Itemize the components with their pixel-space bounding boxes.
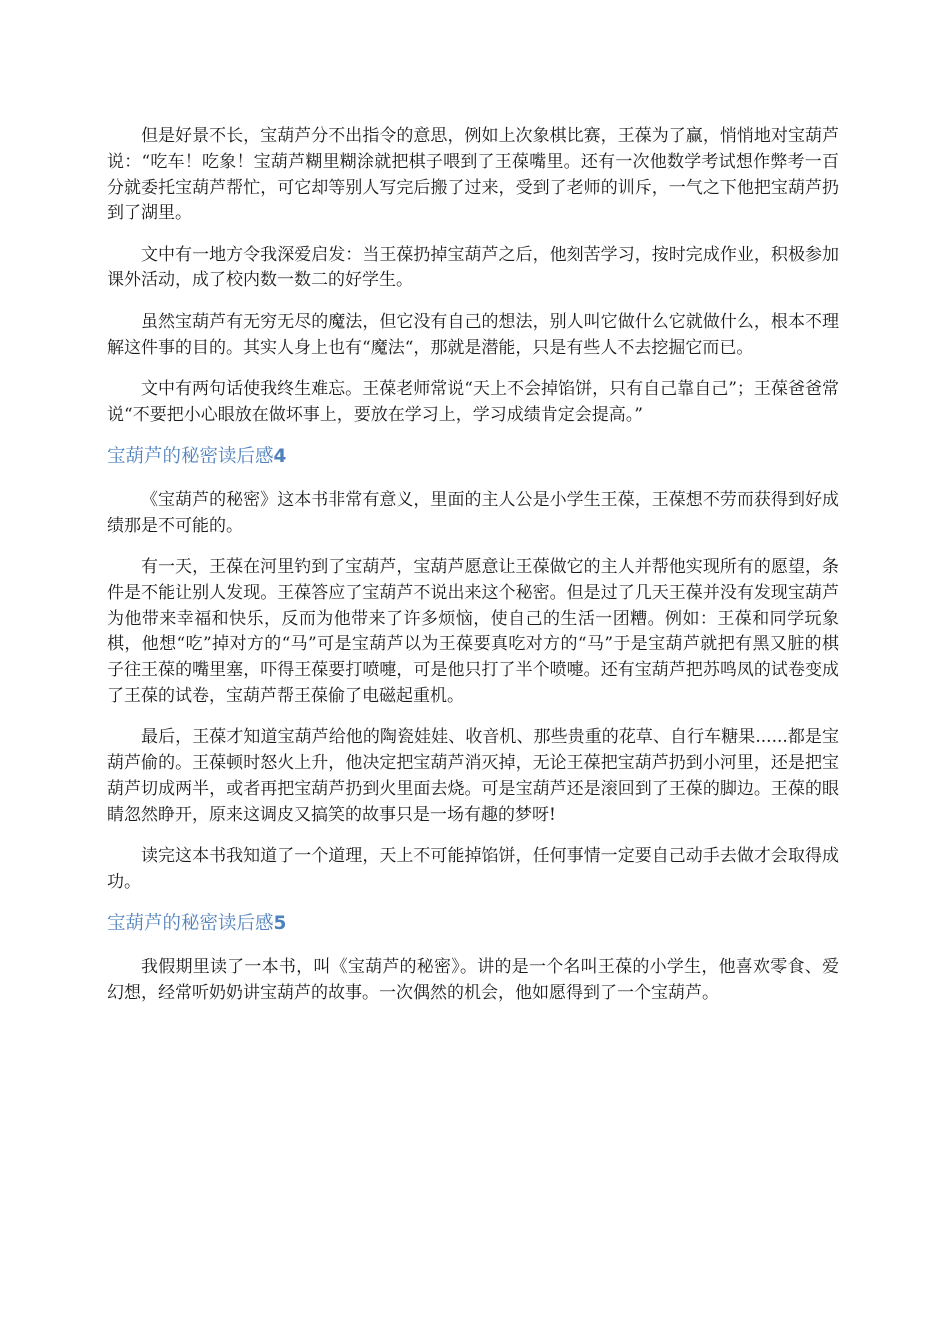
paragraph: 虽然宝葫芦有无穷无尽的魔法，但它没有自己的想法，别人叫它做什么它就做什么，根本不理解这件事的目的。其实人身上也有“魔法“，那就是潜能，只是有些人不去挖掘它而已。 (107, 311, 839, 358)
document-page (107, 124, 839, 1022)
section-heading-text: 宝葫芦的秘密读后感 (107, 445, 274, 467)
paragraph: 但是好景不长，宝葫芦分不出指令的意思，例如上次象棋比赛，王葆为了赢，悄悄地对宝葫芦说：“吃车！吃象！宝葫芦糊里糊涂就把棋子喂到了王葆嘴里。还有一次他数学考试想作弊考一百分就委托宝葫芦帮忙，可它却等别人写完后搬了过来，受到了老师的训斥，一气之下他把宝葫芦扔到了湖里。 (107, 126, 839, 224)
paragraph: 最后，王葆才知道宝葫芦给他的陶瓷娃娃、收音机、那些贵重的花草、自行车糖果......都是宝葫芦偷的。王葆顿时怒火上升，他决定把宝葫芦消灭掉，无论王葆把宝葫芦扔到小河里，还是把宝葫芦切成两半，或者再把宝葫芦扔到火里面去烧。可是宝葫芦还是滚回到了王葆的脚边。王葆的眼睛忽然睁开，原来这调皮又搞笑的故事只是一场有趣的梦呀! (107, 727, 839, 825)
paragraph: 读完这本书我知道了一个道理，天上不可能掉馅饼，任何事情一定要自己动手去做才会取得成功。 (107, 846, 839, 892)
paragraph: 文中有两句话使我终生难忘。王葆老师常说“天上不会掉馅饼，只有自己靠自己”；王葆爸爸常说“不要把小心眼放在做坏事上，要放在学习上，学习成绩肯定会提高。” (107, 378, 839, 425)
paragraph: 《宝葫芦的秘密》这本书非常有意义，里面的主人公是小学生王葆，王葆想不劳而获得到好成绩那是不可能的。 (107, 489, 839, 536)
paragraph: 文中有一地方令我深爱启发：当王葆扔掉宝葫芦之后，他刻苦学习，按时完成作业，积极参加课外活动，成了校内数一数二的好学生。 (107, 244, 839, 291)
section-heading-5 (107, 911, 839, 937)
section-heading-text: 宝葫芦的秘密读后感 (107, 913, 274, 935)
section-heading-number: 5 (273, 913, 287, 935)
paragraph: 我假期里读了一本书，叫《宝葫芦的秘密》。讲的是一个名叫王葆的小学生，他喜欢零食、爱幻想，经常听奶奶讲宝葫芦的故事。一次偶然的机会，他如愿得到了一个宝葫芦。 (107, 957, 839, 1003)
section-heading-number: 4 (273, 445, 287, 467)
paragraph: 有一天，王葆在河里钓到了宝葫芦，宝葫芦愿意让王葆做它的主人并帮他实现所有的愿望，条件是不能让别人发现。王葆答应了宝葫芦不说出来这个秘密。但是过了几天王葆并没有发现宝葫芦为他带来幸福和快乐，反而为他带来了许多烦恼，使自己的生活一团糟。例如：王葆和同学玩象棋，他想“吃”掉对方的“马”可是宝葫芦以为王葆要真吃对方的“马”于是宝葫芦就把有黑又脏的棋子往王葆的嘴里塞，吓得王葆要打喷嚏，可是他只打了半个喷嚏。还有宝葫芦把苏鸣凤的试卷变成了王葆的试卷，宝葫芦帮王葆偷了电磁起重机。 (107, 557, 839, 707)
section-heading-4 (107, 444, 839, 470)
